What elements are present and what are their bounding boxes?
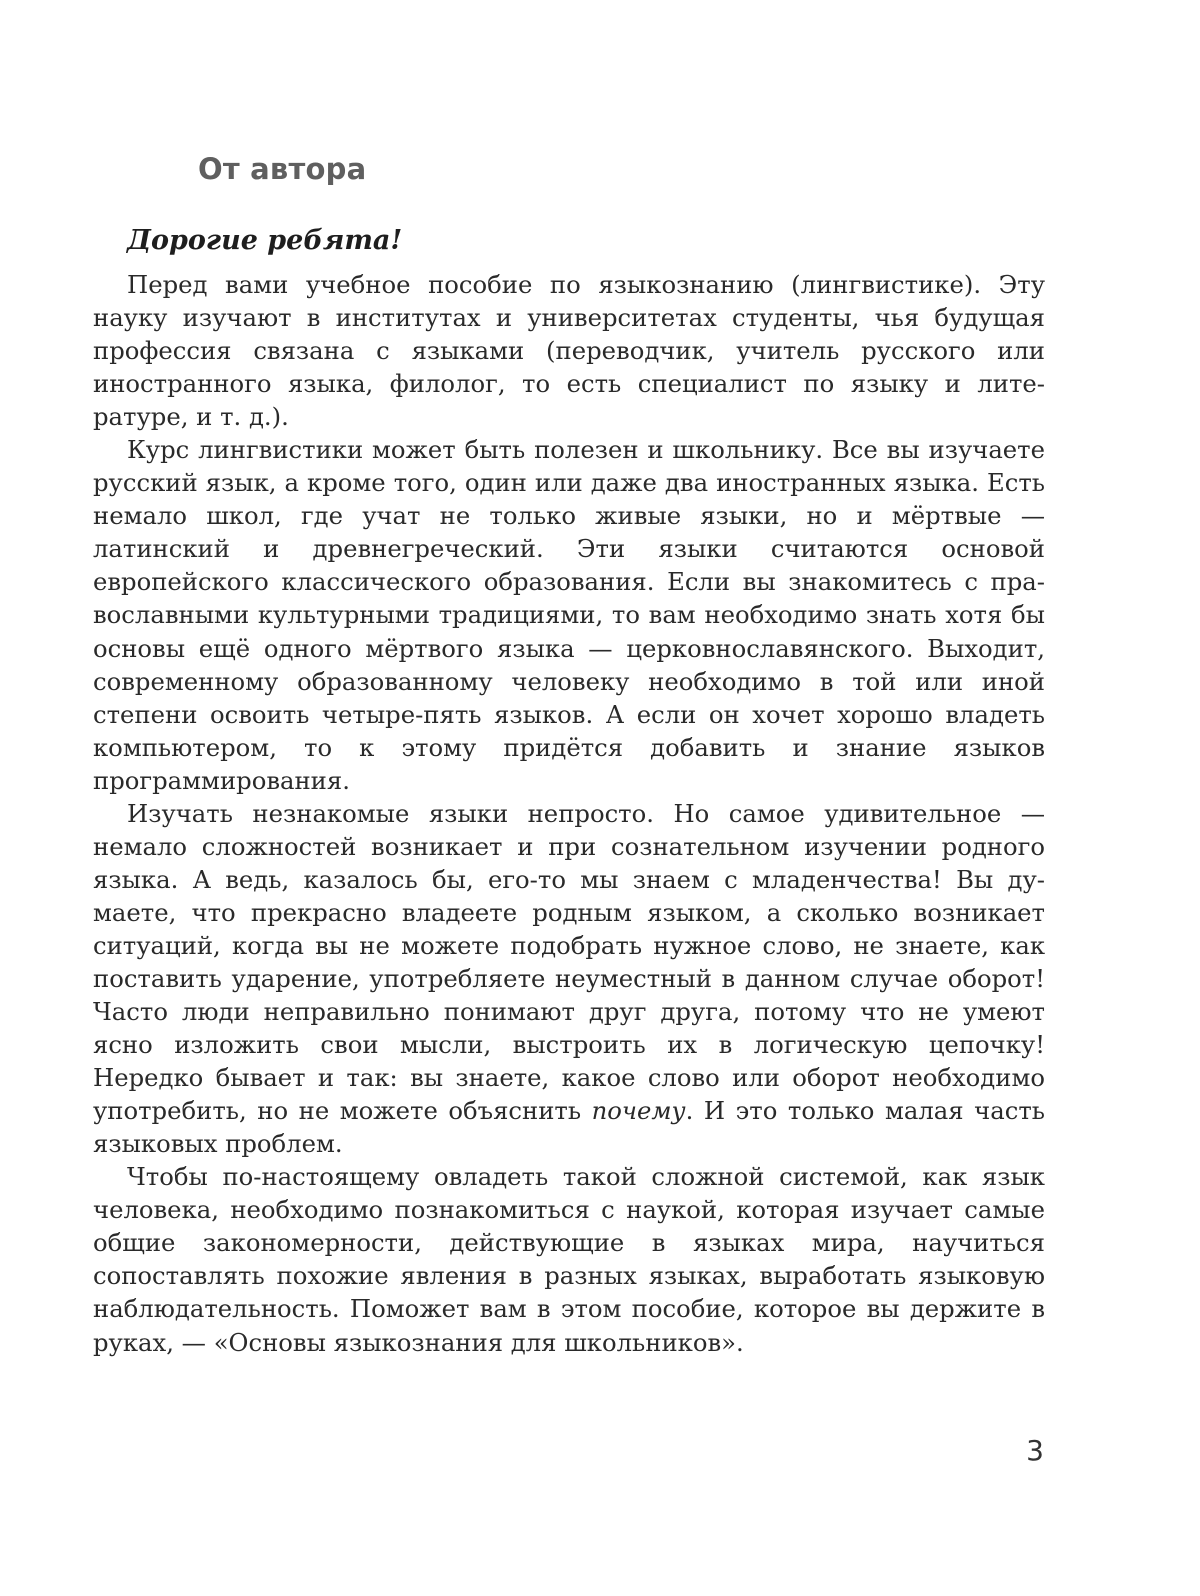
body-text (93, 268, 1045, 1359)
paragraph-4: Чтобы по-настоящему овладеть такой сложной системой, как язык человека, необходимо познакомиться с наукой, которая изучает самые общие закономерности, действующие в языках мира, научиться сопоставлять похожие явления в разных языках, выработать языковую наблюдательность. Поможет вам в этом пособие, которое вы держите в руках, — «Основы языкознания для школьников». (93, 1162, 1045, 1357)
emphasis-word: почему (591, 1096, 686, 1126)
paragraph-2: Курс лингвистики может быть полезен и школьнику. Все вы изучаете русский язык, а кроме того, один или даже два иностранных языка. Есть немало школ, где учат не только живые языки, но и мёртвые — латинский и древнегреческий. Эти языки считаются основой европейского классического образования. Если вы знакомитесь с православными культурными традициями, то вам необходимо знать хотя бы основы ещё одного мёртвого языка — церковнославянского. Выходит, современному образованному человеку необходимо в той или иной степени освоить четыре-пять языков. А если он хочет хорошо владеть компьютером, то к этому придётся добавить и знание языков программирования. (93, 435, 1045, 795)
paragraph-3-text-after: . И это только малая часть языковых проблем. (93, 1096, 1045, 1159)
paragraph-3 (93, 797, 1045, 1161)
paragraph-1: Перед вами учебное пособие по языкознанию (лингвистике). Эту науку изучают в институтах и университетах студенты, чья будущая профессия связана с языками (переводчик, учитель русского или иностранного языка, филолог, то есть специалист по языку и литературе, и т. д.). (93, 270, 1045, 432)
page-number: 3 (1026, 1434, 1044, 1467)
section-heading: От автора (198, 152, 367, 186)
paragraph-3-text-before: Изучать незнакомые языки непросто. Но самое удивительное — немало сложностей возникает и при сознательном изучении родного языка. А ведь, казалось бы, его-то мы знаем с младенчества! Вы думаете, что прекрасно владеете родным языком, а сколько возникает ситуаций, когда вы не можете подобрать нужное слово, не знаете, как поставить ударение, употребляете неуместный в данном случае оборот! Часто люди неправильно понимают друг друга, потому что не умеют ясно изложить свои мысли, выстроить их в логическую цепочку! Нередко бывает и так: вы знаете, какое слово или оборот необходимо употребить, но не можете объяснить (93, 798, 1045, 1126)
greeting: Дорогие ребята! (127, 225, 403, 256)
